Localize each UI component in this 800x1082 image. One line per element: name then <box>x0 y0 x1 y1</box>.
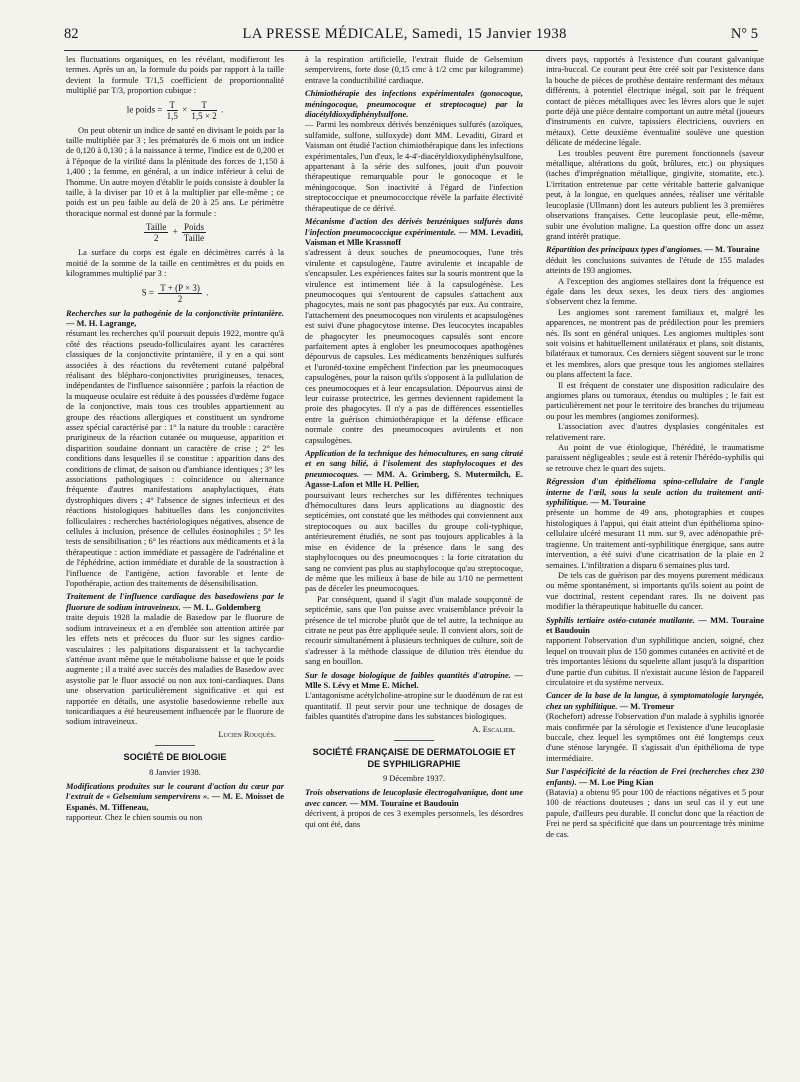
paragraph: rapportent l'observation d'un syphilitique ancien, soigné, chez lequel on trouvait plus de 150 gommes cutanées en activité et de très importantes lésions du squelette allant jusqu'à la disparition d'une partie d'un cubitus. Il n'existait aucune lésion de l'appareil circulatoire et du système nerveux. <box>546 635 764 687</box>
section-title: SOCIÉTÉ DE BIOLOGIE <box>123 752 227 763</box>
article-heading: Trois observations de leucoplasie électrogalvanique, dont une avec cancer. — MM. Touraine et Baudouin <box>305 787 523 808</box>
paragraph: De tels cas de guérison par des moyens purement médicaux ou même spontanément, si importants qu'ils soient au point de vue doctrinal, restent cependant rares. Ils ne doivent pas modifier la thérapeutique habituelle du cancer. <box>546 569 764 612</box>
section-title: SOCIÉTÉ FRANÇAISE DE DERMATOLOGIE ET DE SYPHILIGRAPHIE <box>312 747 516 769</box>
journal-title: LA PRESSE MÉDICALE, Samedi, 15 Janvier 1938 <box>242 26 567 42</box>
paragraph: A l'exception des angiomes stellaires dont la fréquence est égale dans les deux sexes, les deux tiers des angiomes s'observent chez la femme. <box>546 275 764 307</box>
paragraph: Il est fréquent de constater une disposition radiculaire des angiomes plans ou tumoraux, étendus ou multiples ; le fait est particulièrement net pour le territoire des branches du trijumeau ou pour les membres (angiomes zoniformes). <box>546 379 764 421</box>
page-header <box>64 26 758 48</box>
formula-thorax: $\frac{\text{Taille}}{2}$ + $\frac{\text{Poids}}{\text{Taille}}$ <box>146 222 205 244</box>
article-heading: Répartition des principaux types d'angiomes. — M. Touraine <box>546 244 760 255</box>
paragraph: décrivent, à propos de ces 3 exemples personnels, les désordres qui ont été, dans <box>305 808 523 829</box>
paragraph: L'antagonisme acétylcholine-atropine sur le duodénum de rat est quantitatif. Il peut servir pour une technique de dosages de faibles quantités d'atropine dans les substances biologiques. <box>305 690 523 722</box>
divider <box>394 740 434 741</box>
column-3 <box>546 54 764 1074</box>
article-heading: Recherches sur la pathogénie de la conjonctivite printanière. — M. H. Lagrange, <box>66 307 284 328</box>
paragraph: s'adressent à deux souches de pneumocoques, l'une très virulente et capsulogène, l'autre avirulente et incapable de s'encapsuler. Les expériences faites sur la souris montrent que la virulence est intimement liée à la capsulogénèse. Les pneumocoques qui s'entourent de capsules s'attachent aux phagocytes, mais ne sont pas phagocytés par eux. Au contraire, l'attachement des pneumocoques non virulents et acapsulogènes est suivi d'une phagocytose intense. Des leucocytes incapables de phagocyter les pneumocoques capsulés sont encore parfaitement aptes à englober les pneumocoques apathogènes dépourvus de capsules. Les médicaments benzéniques sulfurés et l'uronéd-toxine empêchent l'infection par les pneumocoques capsulogènes, pour la raison qu'ils s'opposent à la pullulation de ces pneumocoques et à leur encapsulation. Dépourvus ainsi de leur cuirasse protectrice, les germes deviennent rapidement la proie des phagocytes. Il n'y a pas de différences essentielles entre la guérison chimiothérapique et la défense efficace normale contre des pneumocoques avirulents et non capsulogènes. <box>305 247 523 445</box>
paragraph: (Rochefort) adresse l'observation d'un malade à syphilis ignorée mais confirmée par la sérologie et l'existence d'une leucoplasie buccale, chez lequel les symptômes ont été longtemps ceux d'une sténose laryngée. Il s'agissait d'un épithélioma de type intermédiaire. <box>546 711 764 763</box>
session-date: 8 Janvier 1938. <box>149 766 201 777</box>
signature: Lucien Rouquès. <box>218 728 276 739</box>
article-heading: Régression d'un épithélioma spino-cellulaire de l'angle interne de l'œil, sous la seule action du traitement anti-syphilitique. — M. Touraine <box>546 476 764 508</box>
page-number: 82 <box>64 26 79 42</box>
column-1 <box>66 54 284 1074</box>
paragraph: Les angiomes sont rarement familiaux et, malgré les apparences, ne montrent pas de prédilection pour les premiers nés. Ils sont en général uniques. Les angiomes multiples sont soit voisins et habituellement unilatéraux et plans, soit distants, bilatéraux et tumoraux. Ces derniers siègent souvent sur le tronc et les membres, alors que presque tous les angiomes stellaires ou plans affectent la face. <box>546 306 764 380</box>
article-heading: Traitement de l'influence cardiaque des basedowiens par le fluorure de sodium intraveineux. — M. L. Goldemberg <box>66 591 284 612</box>
divider <box>155 745 195 746</box>
paragraph: rapporteur. Chez le chien soumis ou non <box>66 812 203 823</box>
article-heading: Cancer de la base de la langue, à symptomatologie laryngée, chez un syphilitique. — M. Tromeur <box>546 690 764 711</box>
paragraph: Au point de vue étiologique, l'hérédité, le traumatisme paraissent négligeables ; seule est à retenir l'hérédo-syphilis qui se retrouve chez le quart des sujets. <box>546 442 764 473</box>
article-heading: Syphilis tertiaire ostéo-cutanée mutilante. — MM. Touraine et Baudouin <box>546 614 764 635</box>
paragraph: L'association avec d'autres dysplasies congénitales est relativement rare. <box>546 421 764 442</box>
paragraph: Par conséquent, quand il s'agit d'un malade soupçonné de septicémie, sans que l'on puisse avec vraisemblance prévoir la présence de tel microbe plutôt que de tel autre, la technique au citrate ne peut pas être appliquée seule. Il convient alors, soit de recourir simultanément à plusieurs techniques de culture, soit de s'adresser à la méthode classique de dilution très étendue du sang en bouillon. <box>305 593 523 667</box>
paragraph: déduit les conclusions suivantes de l'étude de 155 malades atteints de 193 angiomes. <box>546 254 764 276</box>
paragraph: résumant les recherches qu'il poursuit depuis 1922, montre qu'à côté des réactions pseudo-folliculaires ayant les caractères classiques de la conjonctivite printanière, il y en a qui sont associées à des réactions du revêtement cutané palpébral réalisant des blépharo-conjonctivites prurigineuses, tenaces, indépendantes de l'influence saisonnière ; parfois la réaction de la muqueuse oculaire est réduite à des poussées d'œdème fugace de la conjonctive, mais tous ces troubles appartiennent au groupe des réactions allergiques et constituent un syndrome assez spécial caractérisé par : 1° la nature du trouble : caractère prurigineux de la réaction cutanée ou muqueuse, apparition et disparition soudaine donnant un caractère de crise ; 2° les conditions dans lesquelles il se constitue : apparition dans des conditions de climat, de saison ou d'ambiance identiques ; 3° les associations pathologiques : coïncidence ou alternance fréquente d'autres manifestations anaphylactiques, états dystrophiques divers ; 4° l'absence de signes infectieux et des réactions histologiques habituelles dans les conjonctivites folliculaires : recherches bactériologiques négatives, absence de cellules à inclusion, présence de cellules éosinophiles ; 5° les tests de sensibilisation ; 6° les réactions aux médicaments et à la thérapeutique : action immédiate et passagère de l'adrénaline et de l'éphédrine, action immédiate et durable de la soustraction à l'influence de l'antigène, action favorable et lente de l'opothérapie, action des traitements de désensibilisation. <box>66 328 284 589</box>
paragraph: (Batavia) a obtenu 95 pour 100 de réactions négatives et 5 pour 100 de réactions douteuses ; dans un seul cas il y eut une papule, d'ailleurs peu durable. Il conclut donc que la réaction de Frei ne perd sa spécificité que dans un pourcentage très minime de cas. <box>546 787 764 839</box>
header-rule <box>64 50 758 51</box>
paragraph: présente un homme de 49 ans, photographies et coupes histologiques à l'appui, qui était atteint d'un épithélioma spino-cellulaire ulcéré mesurant 11 mm. sur 9, avec adénopathie pré-tragienne. Un traitement anti-syphilitique énergique, sans autre intervention, a été suivi d'une cicatrisation de la plaie en 2 semaines. L'infiltration a disparu 6 semaines plus tard. <box>546 507 764 570</box>
article-heading: Sur l'aspécificité de la réaction de Frei (recherches chez 230 enfants). — M. Loe Ping Kian <box>546 766 764 787</box>
paragraph: Les troubles peuvent être purement fonctionnels (saveur métallique, altérations du goût, brûlures, etc.) ou physiques (taches d'imprégnation métallique, gingivite, stomatite, etc.). L'irritation entretenue par cette véritable batterie galvanique peut, à la longue, en quelques années, réaliser une véritable leucoplasie (Ullmann) dont les auteurs publient les 3 premières observations françaises. Cette leucoplasie peut, elle-même, subir une évolution maligne. La question offre donc un assez grand intérêt pratique. <box>546 147 764 241</box>
article-heading: Modifications produites sur le courant d'action du cœur par l'extrait de « Gelsemium sempervirens ». — M. E. Moisset de Espanés. M. Tiffeneau, <box>66 781 284 812</box>
session-date: 9 Décembre 1937. <box>382 773 446 783</box>
paragraph: divers pays, rapportés à l'existence d'un courant galvanique intra-buccal. Ce courant peut être créé soit par l'existence dans la bouche de pièces de prothèse dentaire renfermant des métaux différents, à potentiel électrique inégal, soit par le fréquent contact de pièces métalliques avec les lèvres alors que le sujet porte déjà une pièce dentaire comportant un autre métal (joueurs d'instruments en cuivre, tapissiers électriciens, ouvriers en métaux). Cette deuxième éventualité soulève une question délicate de médecine légale. <box>546 54 764 148</box>
paragraph: à la respiration artificielle, l'extrait fluide de Gelsemium sempervirens, forte dose (0,15 cmc à 1/2 cmc par kilogramme) entrave la conductibilité cardiaque. <box>305 54 523 85</box>
issue-number: N° 5 <box>730 26 758 42</box>
paragraph: On peut obtenir un indice de santé en divisant le poids par la taille multipliée par 3 ; les prématurés de 6 mois ont un indice de 0,120 à 0,130 ; à la naissance à terme, l'indice est de 0,200 et à l'époque de la virilité dans la plénitude des forces de 1,150 à 1,400 ; la femme, en général, a un indice inférieur à celui de l'homme. Un autre moyen d'établir le poids consiste à doubler la taille, à la diviser par 10 et à la multiplier par elle-même ; ce poids est un peu faible au delà de 20 à 25 ans. Le périmètre thoracique normal est donné par la formule : <box>66 124 284 218</box>
paragraph: poursuivant leurs recherches sur les différentes techniques d'hémocultures dans leurs applications au diagnostic des septicémies, ont constaté que les méthodes qui conviennent aux streptocoques ou aux bacilles du groupe coli-typhique, antérieurement étudiés, ne sont pas toujours applicables à la mise en évidence de la présence dans le sang des staphylocoques ou des pneumocoques : la forte citratation du sang ne convient pas plus au staphylocoque qu'au streptocoque, de même que les milieux à base de bile au 1/10 ne permettent pas de déceler les pneumocoques. <box>305 489 523 594</box>
article-heading: Sur le dosage biologique de faibles quantités d'atropine. — Mlle S. Lévy et Mme E. Michel. <box>305 669 523 690</box>
article-heading: Application de la technique des hémocultures, en sang citraté et en sang bilié, à l'isolement des staphylocoques et des pneumocoques. — MM. A. Grimberg, S. Mutermilch, E. Agasse-Lafon et Mlle H. Pellier, <box>305 448 523 490</box>
paragraph: — Parmi les nombreux dérivés benzéniques sulfurés (azoïques, sulfamide, sulfone, sulfoxyde) dont MM. Levaditi, Girard et Vaisman ont étudié l'action chimiothérapique dans les infections expérimentales, l'un d'eux, le 4-4'-diacétyldioxydiphénylsulfone, appartenant à la série des sulfones, jouit d'un pouvoir thérapeutique remarquable pour le gonocoque et le méningocoque. Son inactivité à l'égard de l'infection streptococcique et pneumococcique révèle la parfaite électivité thérapeutique de ce dérivé. <box>305 119 523 213</box>
column-2 <box>305 54 523 1074</box>
article-heading: Chimiothérapie des infections expérimentales (gonocoque, méningocoque, pneumocoque et streptocoque) par la diacétyldioxydiphénylsulfone. <box>305 88 523 120</box>
formula-weight: le poids = $\frac{T}{1,5}$ × $\frac{T}{1,5 \times 2}$ . <box>126 99 224 121</box>
signature: A. Escalier. <box>472 723 515 734</box>
paragraph: La surface du corps est égale en décimètres carrés à la moitié de la somme de la taille en centimètres et du poids en kilogrammes multiplié par 3 : <box>66 247 284 279</box>
formula-surface: S = $\frac{T + (P \times 3)}{2}$ . <box>141 282 209 304</box>
paragraph: traite depuis 1928 la maladie de Basedow par le fluorure de sodium intraveineux et a en d'emblée son attention attirée par les effets nets et précoces du fluor sur les signes cardio-vasculaires : les palpitations disparaissent et la tachycardie s'atténue avant même que le métabolisme baisse et que le poids augmente ; il a traité avec succès des maladies de Basedow avec asystolie par le fluor associé ou non aux toni-cardiaques. Dans une observation particulièrement significative et qui est rapportée en détails, une asystolie basedowienne rebelle aux tonicardiaques a été heureusement influencée par le fluorure de sodium intraveineux. <box>66 612 284 727</box>
article-heading: Mécanisme d'action des dérivés benzéniques sulfurés dans l'infection pneumococcique expérimentale. — MM. Levaditi, Vaisman et Mlle Krassnoff <box>305 216 523 247</box>
paragraph: les fluctuations organiques, en les révélant, modifieront les termes. Après un an, la formule du poids par rapport à la taille devient la formule T/1,5 coefficient de proportionnalité multiplié par T/3, proportion cubique : <box>66 54 284 96</box>
